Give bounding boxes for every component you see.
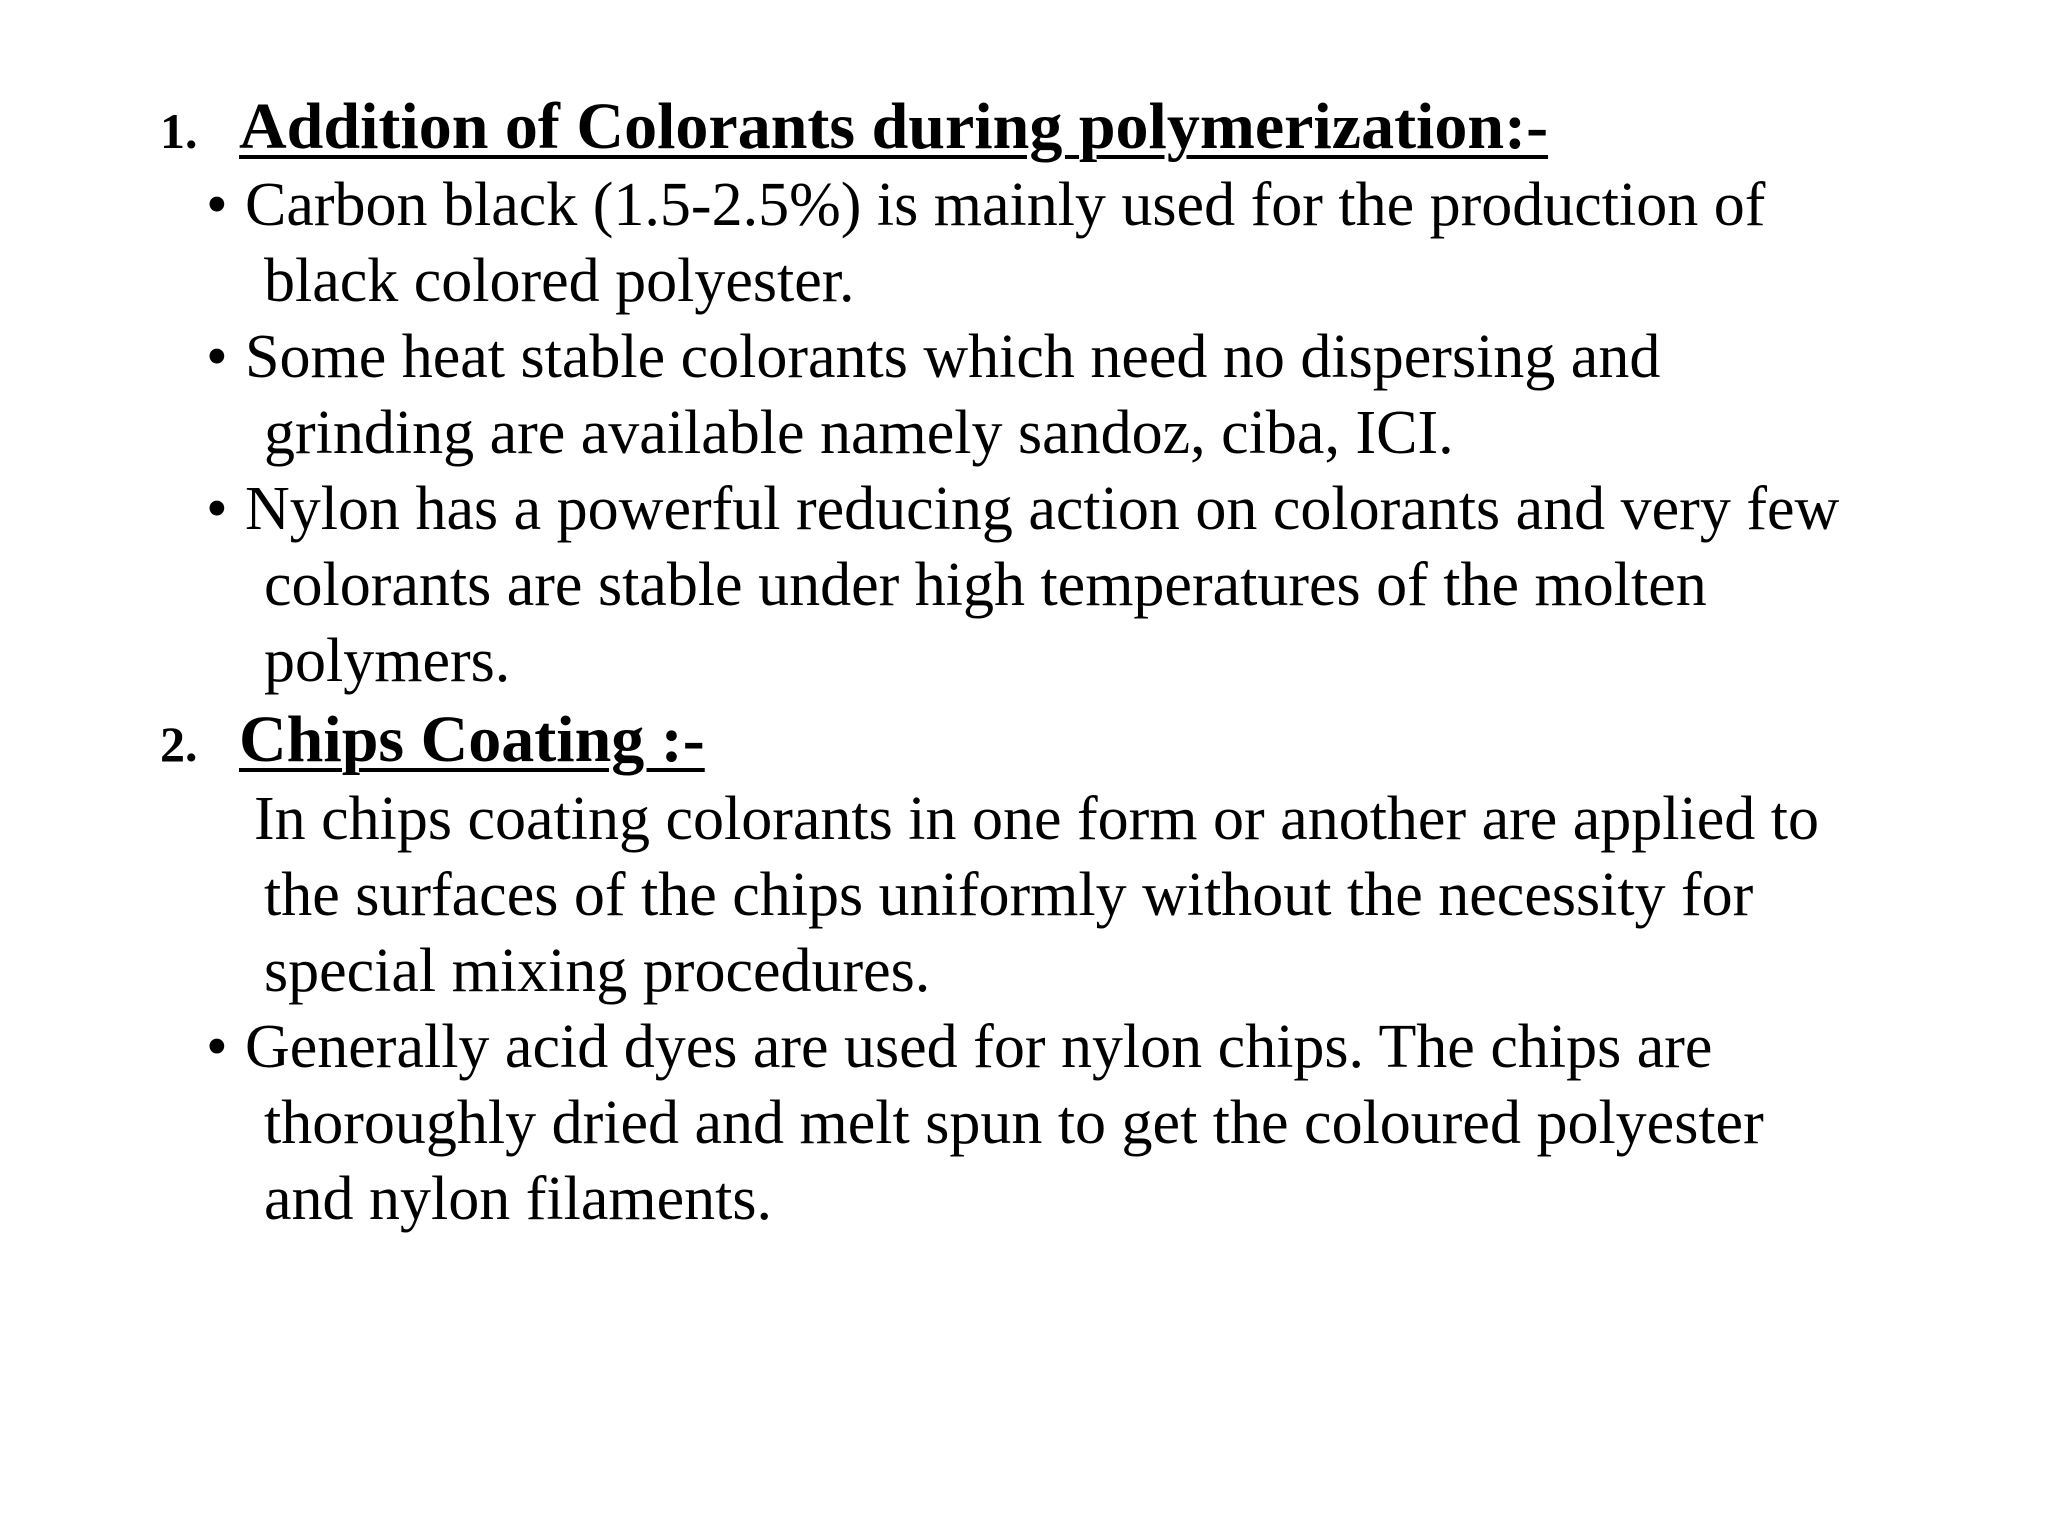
bullet-4-line-1: Generally acid dyes are used for nylon chips. The chips are (245, 1013, 1713, 1081)
bullet-3-line-3: polymers. (264, 627, 511, 695)
section-1-title: Addition of Colorants during polymerization:- (239, 90, 1549, 163)
bullet-3-line-1: Nylon has a powerful reducing action on colorants and very few (245, 475, 1840, 543)
bullet-1-line-2: black colored polyester. (264, 247, 855, 315)
paragraph-line-2: the surfaces of the chips uniformly without the necessity for (264, 861, 1754, 929)
bullet-marker: • (206, 1013, 228, 1081)
bullet-marker: • (206, 323, 228, 391)
bullet-1-line-1: Carbon black (1.5-2.5%) is mainly used for the production of (245, 171, 1766, 239)
section-2-title: Chips Coating :- (239, 703, 705, 776)
bullet-4-line-2: thoroughly dried and melt spun to get the coloured polyester (264, 1089, 1764, 1157)
section-1-heading (160, 90, 1549, 163)
bullet-2-line-2: grinding are available namely sandoz, ciba, ICI. (264, 399, 1454, 467)
section-2-heading (160, 703, 705, 776)
bullet-3-line-2: colorants are stable under high temperatures of the molten (264, 551, 1707, 619)
paragraph-line-3: special mixing procedures. (264, 937, 931, 1005)
bullet-2-line-1: Some heat stable colorants which need no dispersing and (245, 323, 1661, 391)
bullet-4-line-3: and nylon filaments. (264, 1165, 772, 1233)
bullet-marker: • (206, 475, 228, 543)
section-1-number: 1. (160, 103, 198, 159)
paragraph-line-1: In chips coating colorants in one form or another are applied to (254, 785, 1819, 853)
bullet-marker: • (206, 171, 228, 239)
section-2-number: 2. (160, 716, 198, 772)
